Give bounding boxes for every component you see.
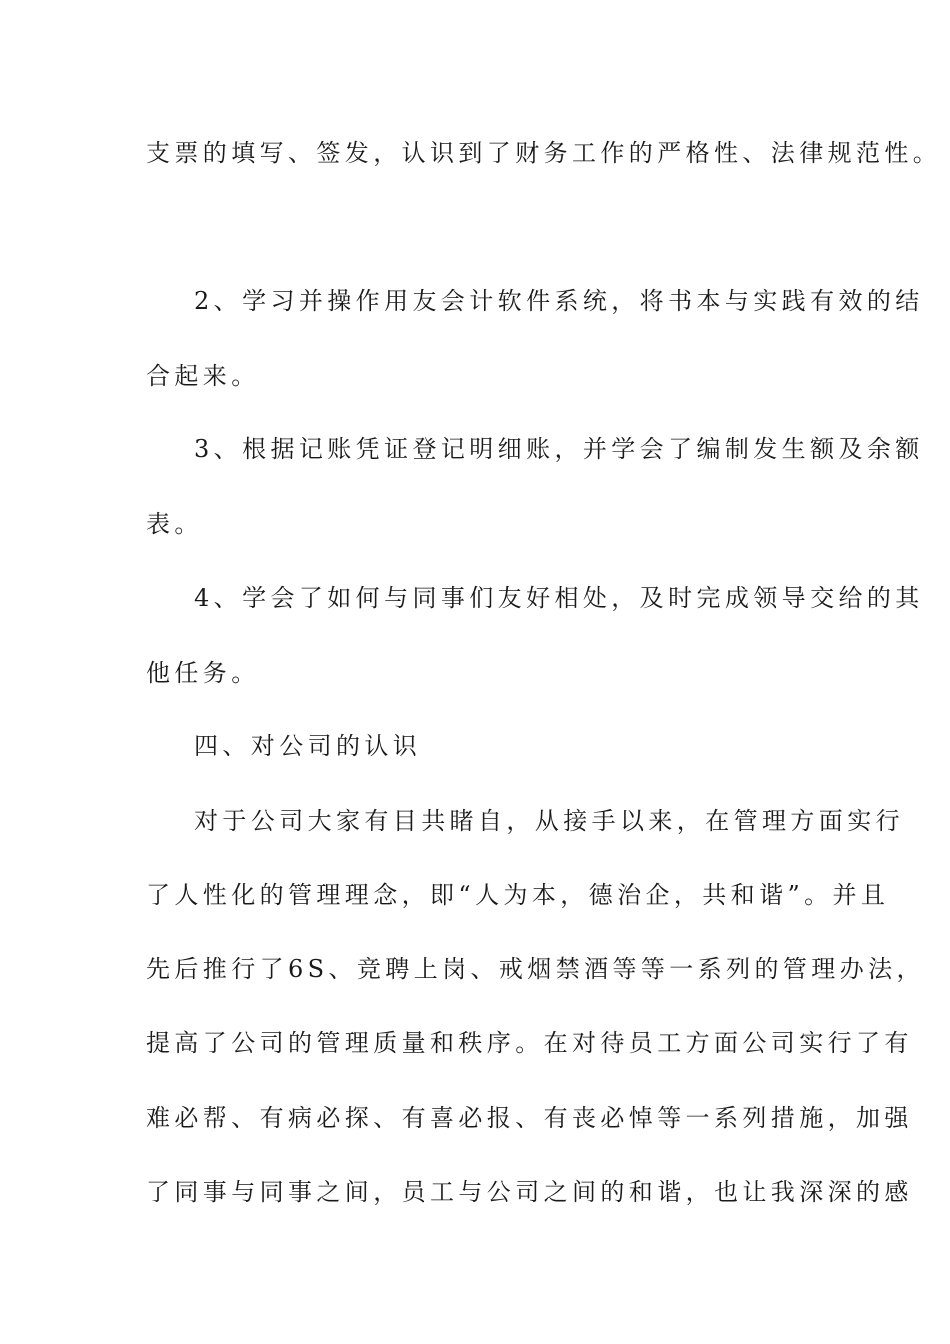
text-line: 难必帮、有病必探、有喜必报、有丧必悼等一系列措施，加强 bbox=[146, 1104, 913, 1132]
text-line: 表。 bbox=[146, 510, 203, 538]
text-line: 先后推行了6S、竞聘上岗、戒烟禁酒等等一系列的管理办法， bbox=[146, 955, 925, 983]
text-line: 支票的填写、签发，认识到了财务工作的严格性、法律规范性。 bbox=[146, 139, 942, 167]
text-line: 2、学习并操作用友会计软件系统，将书本与实践有效的结 bbox=[194, 287, 924, 315]
text-line: 对于公司大家有目共睹自，从接手以来，在管理方面实行 bbox=[194, 807, 904, 835]
text-line: 3、根据记账凭证登记明细账，并学会了编制发生额及余额 bbox=[194, 435, 924, 463]
text-line: 了人性化的管理理念，即“人为本，德治企，共和谐”。并且 bbox=[146, 881, 890, 909]
text-line: 合起来。 bbox=[146, 362, 260, 390]
text-line: 了同事与同事之间，员工与公司之间的和谐，也让我深深的感 bbox=[146, 1178, 913, 1206]
text-line: 提高了公司的管理质量和秩序。在对待员工方面公司实行了有 bbox=[146, 1029, 913, 1057]
text-line: 他任务。 bbox=[146, 659, 260, 687]
text-line: 4、学会了如何与同事们友好相处，及时完成领导交给的其 bbox=[194, 584, 924, 612]
section-heading: 四、对公司的认识 bbox=[194, 732, 422, 760]
